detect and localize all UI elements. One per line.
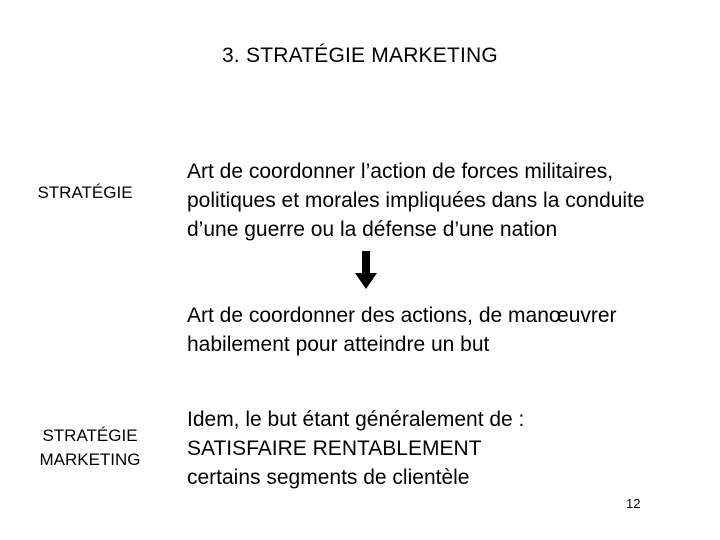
label-line: STRATÉGIE [37, 183, 133, 202]
definition-line: politiques et morales impliquées dans la conduite [187, 189, 645, 212]
definition-line: d’une guerre ou la défense d’une nation [187, 218, 558, 241]
page-number: 12 [626, 496, 641, 511]
definition-line: certains segments de clientèle [187, 466, 470, 489]
label-strategie-marketing [20, 424, 160, 472]
definition-line: SATISFAIRE RENTABLEMENT [187, 437, 482, 460]
label-line: MARKETING [39, 450, 141, 469]
definition-line: Art de coordonner des actions, de manœuvrer [187, 304, 617, 327]
definition-general [187, 301, 617, 359]
definition-line: habilement pour atteindre un but [187, 333, 490, 356]
down-arrow-icon [355, 251, 377, 289]
label-strategie [20, 181, 150, 205]
label-line: STRATÉGIE [42, 426, 138, 445]
definition-marketing [187, 405, 524, 492]
definition-line: Idem, le but étant généralement de : [187, 408, 525, 431]
definition-line: Art de coordonner l’action de forces militaires, [187, 160, 614, 183]
slide-title: 3. STRATÉGIE MARKETING [222, 44, 498, 67]
definition-military [187, 157, 645, 244]
